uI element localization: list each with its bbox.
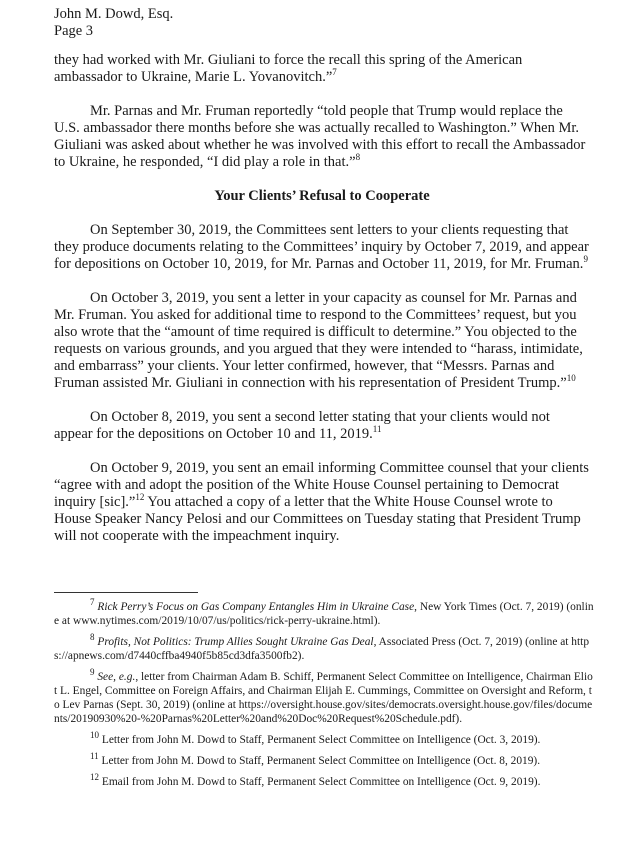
footnote: $^7$ Rick Perry’s Focus on Gas Company Entangles Him in Ukraine Case, New York Times (Oct. 7, 2019) (online at www.nytimes.com/2019/10/07/us/politics/rick-perry-ukraine.html).: [54, 597, 594, 627]
footnote-separator: [54, 592, 198, 593]
paragraph: On October 9, 2019, you sent an email informing Committee counsel that your clients “agree with and adopt the position of the White House Counsel pertaining to Democrat inquiry [sic].”$^{12}$ You attached a copy of a letter that the White House Counsel wrote to House Speaker Nancy Pelosi and our Committees on Tuesday stating that President Trump will not cooperate with the impeachment inquiry.: [54, 460, 589, 544]
footnote-ref: 8: [355, 152, 361, 163]
paragraph: On October 8, 2019, you sent a second letter stating that your clients would not appear for the depositions on October 10 and 11, 2019.11: [54, 409, 550, 442]
section-heading: Your Clients’ Refusal to Cooperate: [214, 188, 430, 204]
paragraph: they had worked with Mr. Giuliani to force the recall this spring of the American ambassador to Ukraine, Marie L. Yovanovitch.”$^7$: [54, 52, 523, 85]
paragraph: On October 3, 2019, you sent a letter in your capacity as counsel for Mr. Parnas and Mr. Fruman. You asked for additional time to respond to the Committees’ request, but you also wrote that the “amount of time required is difficult to determine.” You objected to the requests on various grounds, and you argued that they were intended to “harass, intimidate, and embarrass” your clients. Your letter confirmed, however, that “Messrs. Parnas and Fruman assisted Mr. Giuliani in connection with his representation of President Trump.”$^{10}$: [54, 290, 583, 391]
footnote: $^8$ Profits, Not Politics: Trump Allies Sought Ukraine Gas Deal, Associated Press (Oct. 7, 2019) (online at https://apnews.com/d7440cffba4940f5b85cd3dfa3500fb2).: [54, 632, 590, 662]
paragraph: Mr. Parnas and Mr. Fruman reportedly “told people that Trump would replace the U.S. ambassador there months before she was actually recalled to Washington.” When Mr. Giuliani was asked about whether he was involved with this effort to recall the Ambassador to Ukraine, he responded, “I did play a role in that.”$^8$: [54, 103, 586, 170]
footnote: $^9$ See, e.g., letter from Chairman Adam B. Schiff, Permanent Select Committee on Intelligence, Chairman Eliot L. Engel, Committee on Foreign Affairs, and Chairman Elijah E. Cummings, Committee on Oversight and Reform, to Lev Parnas (Sept. 30, 2019) (online at https://oversight.house.gov/sites/democrats.oversight.house.gov/files/documents/20190930%20-%20Parnas%20Letter%20and%20Doc%20Request%20Schedule.pdf).: [54, 667, 593, 725]
footnote: $^{10}$ Letter from John M. Dowd to Staff, Permanent Select Committee on Intelligence (Oct. 3, 2019).: [90, 730, 541, 746]
paragraph: On September 30, 2019, the Committees sent letters to your clients requesting that they produce documents relating to the Committees’ inquiry by October 7, 2019, and appear for depositions on October 10, 2019, for Mr. Parnas and October 11, 2019, for Mr. Fruman.$^9$: [54, 222, 589, 272]
footnote: $^{12}$ Email from John M. Dowd to Staff, Permanent Select Committee on Intelligence (Oct. 9, 2019).: [90, 772, 541, 788]
footnotes: [54, 597, 594, 796]
letter-body: [54, 52, 590, 562]
page-header: [54, 6, 173, 40]
footnote-ref: 10: [566, 373, 576, 384]
footnote-ref: 9: [583, 254, 588, 265]
footnote-ref: 11: [372, 424, 382, 435]
page-number: Page 3: [54, 23, 94, 39]
footnote-ref: 7: [332, 67, 337, 78]
footnote: $^{11}$ Letter from John M. Dowd to Staff, Permanent Select Committee on Intelligence (Oct. 8, 2019).: [90, 751, 541, 767]
addressee-name: John M. Dowd, Esq.: [54, 6, 174, 22]
footnote-ref: 12: [135, 492, 145, 503]
